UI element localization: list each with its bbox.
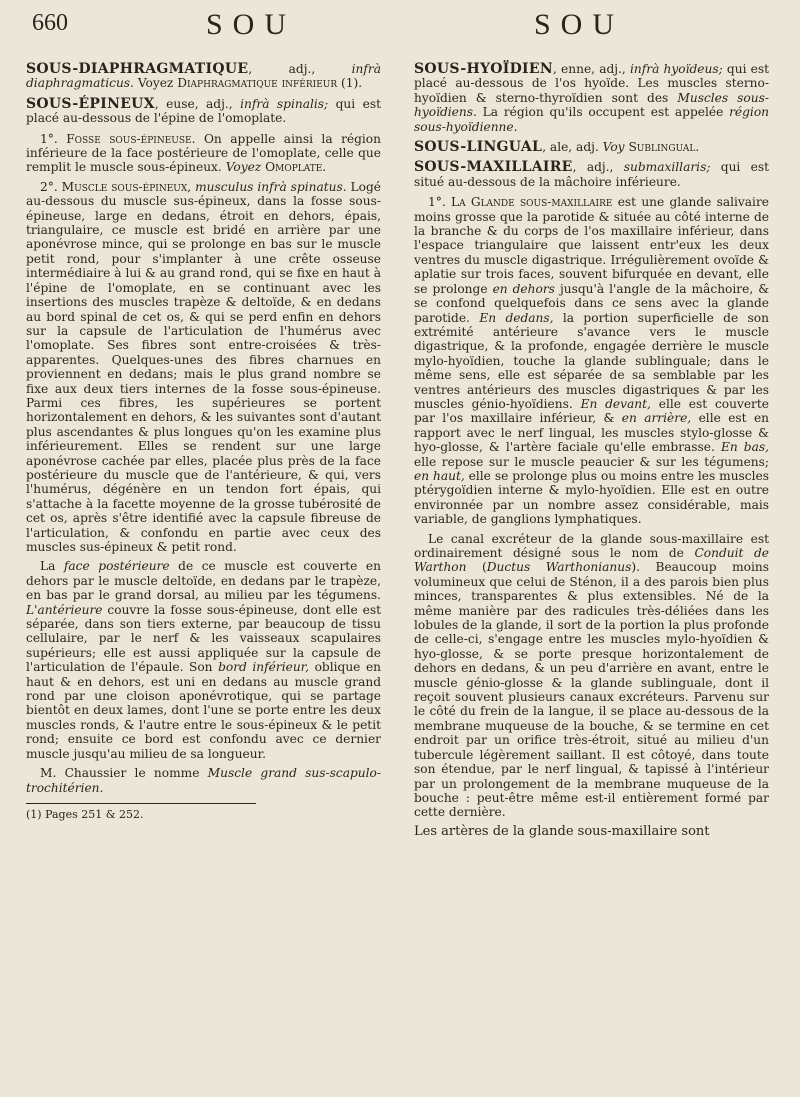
entry-sous-epineux [26,97,381,126]
cross-reference: Diaphragmatique inférieur [177,76,338,91]
paragraph-text: jusqu'à l'angle de la mâchoire, & se confond quelquefois dans ce sens avec la glande parotide. [414,281,770,325]
headword: SOUS-MAXILLAIRE [414,159,573,176]
subentry-muscle [26,180,381,555]
left-column [26,62,381,822]
paragraph-faces [26,559,381,761]
subentry-label: 1°. Fosse sous-épineuse. [40,131,196,146]
entry-text: qui est placé au-dessous de l'épine de l'omoplate. [26,96,382,126]
emphasis: en haut, [414,468,465,483]
headword: SOUS-HYOÏDIEN [414,61,553,77]
emphasis: En dedans, [479,310,554,325]
see-label: Voy [602,140,625,155]
latin-term: infrà spinalis; [240,96,329,111]
emphasis: bord inférieur, [218,660,310,675]
subentry-fosse [26,132,381,175]
footnote: (1) Pages 251 & 252. [26,807,144,821]
paragraph-text: est une glande salivaire moins grosse que la parotide & située au côté interne de la branche & du corps de l'os maxillaire inférieur, dans l'espace triangulaire que laissent entr'eux les deux ventres du muscle digastrique. Irrégulièrement ovoïde & aplatie sur trois faces, souvent bifurquée en devant, elle se prolonge [414,195,769,296]
paragraph-text: ( [482,560,487,575]
running-head-right: SOU [533,8,624,41]
paragraph-canal [414,532,769,820]
entry-text: qui est placé au-dessous de l'os hyoïde. Les muscles sterno-hyoïdien & sterno-thyroïdien sont des [414,62,770,105]
headword: SOUS-ÉPINEUX [26,95,155,112]
paragraph-text: Logé au-dessous du muscle sus-épineux, dans la fosse sous-épineuse, large en dedans, étroit en dehors, épais, triangulaire, ce muscle est bridé en arrière par une aponévrose mince, qui se prolonge en bas sur le muscle petit rond, pour s'implanter à une crête osseuse intermédiaire à lui & au grand rond, qui se fixe en haut à l'épine de l'omoplate, en se continuant avec les insertions des muscles trapèze & deltoïde, & en dedans au bord spinal de cet os, & qui se perd enfin en dehors sur la capsule de l'articulation de l'humérus avec l'omoplate. Ses fibres sont entre-croisées & très-apparentes. Quelques-unes des fibres charnues en proviennent en dedans; mais le plus grand nombre se fixe aux deux tiers internes de la fosse sous-épineuse. Parmi ces fibres, les supérieures se portent horizontalement en dehors, & les suivantes sont d'autant plus ascendantes & plus longues qu'on les examine plus inférieurement. Elles se rendent sur une large aponévrose cachée par elles, placée plus près de la face postérieure du muscle que de l'antérieure, & qui, vers l'humérus, dégénère en un tendon fort épais, qui s'attache à la facette moyenne de la grosse tubérosité de cet os, après s'être identifié avec la capsule fibreuse de l'articulation, & confondu en partie avec ceux des muscles sus-épineux & petit rond. [26,179,381,554]
emphasis: en dehors [492,281,555,296]
entry-sous-maxillaire [414,160,769,189]
entry-sous-diaphragmatique [26,62,381,91]
paragraph-text: On appelle ainsi la région inférieure de la face postérieure de l'omoplate, celle que remplit le muscle sous-épineux. [26,131,381,175]
emphasis: en arrière, [621,411,692,426]
emphasis: Conduit de Warthon [414,546,769,575]
emphasis: En bas, [720,440,770,455]
paragraph-text: elle est couverte par l'os maxillaire inférieur, & [414,396,769,426]
emphasis: région sous-hyoïdienne. [414,105,770,134]
paragraph-text: oblique en haut & en dehors, est uni en dedans au muscle grand rond par une cloison aponévrotique, qui se partage bientôt en deux lames, dont l'une se porte entre les deux muscles ronds, & l'autre entre le sous-épineux & le petit rond; ensuite ce bord est confondu avec ce dernier muscle jusqu'au milieu de sa longueur. [26,660,382,761]
latin-term: infrà hyoïdeus; [630,62,723,76]
cross-reference: Sublingual. [628,140,700,155]
paragraph-text: M. Chaussier le nomme [40,766,200,781]
see-label: Voyez [225,160,262,175]
paragraph-text: couvre la fosse sous-épineuse, dont elle est séparée, dans son tiers externe, par beaucoup de tissu cellulaire, par le nerf & les vaisseaux scapulaires supérieurs; elle est aussi appliquée sur la capsule de l'articulation de l'épaule. Son [26,602,381,675]
paragraph-chaussier [26,766,381,795]
emphasis: L'antérieure [26,602,103,617]
paragraph-text: La [40,559,56,574]
entry-text: Voyez [137,76,174,91]
subentry-glande [414,195,769,526]
cross-reference: Omoplate. [265,160,327,175]
latin-term: submaxillaris; [623,160,711,175]
paragraph-text: Le canal excréteur de la glande sous-maxillaire est ordinairement désigné sous le nom de [414,531,769,560]
entry-text: qui est situé au-dessous de la mâchoire inférieure. [414,160,770,189]
paragraph-text: la portion superficielle de son extrémité antérieure s'avance vers le muscle digastrique, & la profonde, engagée derrière le muscle mylo-hyoïdien, touche la glande sublinguale; dans le même sens, elle est séparée de sa semblable par les ventres antérieurs des muscles digastriques & par les muscles génio-hyoïdiens. [414,310,769,411]
latin-term: infrà diaphragmaticus. [26,62,382,91]
paragraph-arteres: Les artères de la glande sous-maxillaire sont [414,823,710,839]
headword: SOUS-DIAPHRAGMATIQUE [26,61,249,77]
paragraph-text: ). Beaucoup moins volumineux que celui de Sténon, il a des parois bien plus minces, transparentes & plus extensibles. Né de la même manière par des radicules très-déliées dans les lobules de la glande, il sort de la portion la plus profonde de celle-ci, s'engage entre les muscles mylo-hyoïdien & hyo-glosse, & se porte presque horizontalement de dehors en dedans, & un peu d'arrière en avant, entre le muscle génio-glosse & la glande sublinguale, dont il reçoit souvent plusieurs canaux excréteurs. Parvenu sur le côté du frein de la langue, il se place au-dessous de la membrane muqueuse de la bouche, & se termine en cet endroit par un orifice très-étroit, situé au milieu d'un tubercule légèrement saillant. Il est côtoyé, dans toute son étendue, par le nerf lingual, & tapissé à l'intérieur par un prolongement de la membrane muqueuse de la bouche : peut-être même est-il entièrement formé par cette dernière. [414,560,770,820]
grammar: , euse, adj., [154,96,233,111]
emphasis: face postérieure [63,559,170,574]
page-header [26,8,774,52]
running-head-left: SOU [206,8,297,41]
entry-sous-hyoidien [414,62,769,134]
grammar: , adj., [248,62,316,76]
right-column [414,62,769,839]
grammar: , ale, adj. [542,140,599,155]
grammar: , enne, adj., [552,62,626,76]
emphasis: Muscle grand sus-scapulo-trochitérien. [26,766,381,795]
headword: SOUS-LINGUAL [414,139,543,156]
paragraph-text: elle est en rapport avec le nerf lingual, les muscles stylo-glosse & hyo-glosse, & l'artère faciale qu'elle embrasse. [414,411,770,455]
latin-term: musculus infrà spinatus. [195,179,347,194]
subentry-label: 1°. La Glande sous-maxillaire [428,195,613,210]
emphasis: Muscles sous-hyoïdiens. [414,90,769,120]
emphasis: En devant, [580,396,651,411]
paragraph-text: elle repose sur le muscle peaucier & sur les tégumens; [414,454,769,469]
grammar: , adj., [572,160,614,175]
footnote-rule [26,803,256,804]
entry-sous-lingual [414,140,769,154]
subentry-label: 2°. Muscle sous-épineux, [40,179,192,194]
page-number: 660 [32,10,68,36]
paragraph-text: de ce muscle est couverte en dehors par le muscle deltoïde, en dedans par le trapèze, en bas par le grand dorsal, au milieu par les tégumens. [26,559,381,603]
emphasis: Ductus Warthonianus [486,560,632,575]
entry-text: La région qu'ils occupent est appelée [482,105,724,120]
footnote-marker: (1). [341,76,363,91]
paragraph-text: elle se prolonge plus ou moins entre les muscles ptérygoïdien interne & mylo-hyoïdien. Elle est en outre environnée par un nombre assez considérable, mais variable, de ganglions lymphatiques. [414,468,769,527]
